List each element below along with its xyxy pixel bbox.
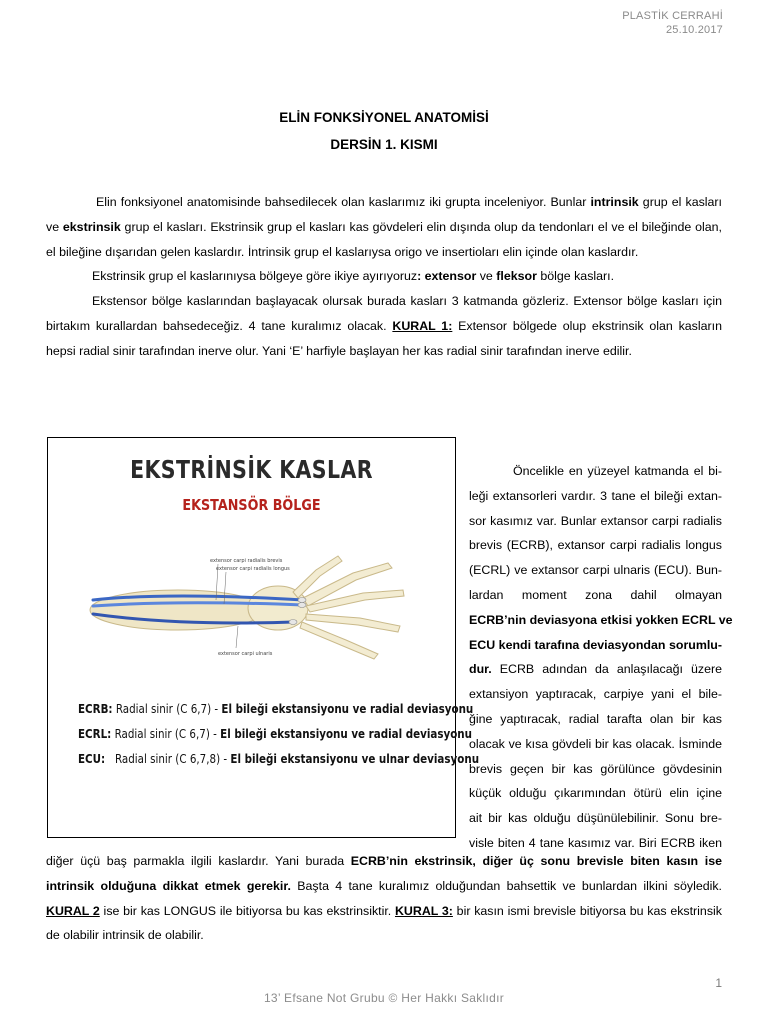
document-header bbox=[622, 9, 723, 37]
caption-text: Radial sinir (C 6,7) - bbox=[112, 702, 222, 716]
caption-ecu bbox=[78, 752, 479, 766]
text-line: visle biten 4 tane kasımız var. Biri ECRB iken bbox=[469, 835, 722, 850]
text-run: diğer üçü baş parmakla ilgili kaslardır. Yani burada bbox=[46, 854, 351, 868]
caption-bold: El bileği ekstansiyonu ve radial deviasyonu bbox=[221, 702, 474, 716]
intro-paragraph-1 bbox=[46, 190, 722, 264]
text-run: Başta 4 tane kuralımız olduğundan bahsettik ve bunlardan ilkini söyledik. bbox=[290, 878, 722, 893]
rule-1-label: KURAL 1: bbox=[392, 318, 453, 333]
text-run: ise bir kas LONGUS ile bitiyorsa bu kas ekstrinsiktir. bbox=[99, 903, 395, 918]
text-run: grup el kasları ve bbox=[46, 195, 722, 234]
figure-subtitle: EKSTANSÖR BÖLGE bbox=[182, 496, 321, 514]
intro-paragraph-2 bbox=[46, 264, 722, 289]
text-run: Extensor bölgede olup ekstrinsik olan kasların hepsi radial sinir tarafından inerve olur. Yani ‘E’ harfiyle başlayan her kas radial sinir tarafından inerve edilir. bbox=[46, 318, 722, 358]
right-column-text bbox=[469, 459, 733, 856]
bold-term: ekstrinsik bbox=[62, 219, 121, 234]
rule-3-label: KURAL 3: bbox=[394, 903, 453, 918]
text-run: bölge kasları. bbox=[536, 269, 615, 283]
caption-ecrl bbox=[78, 727, 472, 741]
text-run: Ekstensor bölge kaslarından başlayacak olursak burada kasları 3 katmanda gözleriz. Extensor bölge kasları için birtakım kurallardan bahsedeceğiz. 4 tane kuralımız olacak. bbox=[46, 294, 722, 333]
bold-term: : extensor bbox=[417, 269, 477, 283]
text-line: brevis (ECRB), extansor carpi radialis longus bbox=[469, 538, 722, 553]
bold-term: dur. bbox=[469, 662, 492, 677]
intro-paragraph-3 bbox=[46, 289, 722, 363]
figure-title: EKSTRİNSİK KASLAR bbox=[130, 455, 373, 484]
bold-term: fleksor bbox=[496, 269, 537, 283]
text-line: ğine yaptıracak, radial tarafta olan bir kas bbox=[469, 711, 722, 726]
caption-text: Radial sinir (C 6,7) - bbox=[111, 727, 221, 741]
extrinsic-muscles-figure bbox=[47, 437, 480, 838]
text-run: grup el kasları. Ekstrinsik grup el kasları kas gövdeleri elin dışında olup da tendonları el ve el bileğinde olan, el bileğine dışarıdan gelen kaslardır. İntrinsik grup el kaslarıysa origo ve insertioları elin içinde olan kaslardır. bbox=[46, 219, 722, 259]
text-line: extansiyon yaptıracak, carpiye yani el bile- bbox=[469, 687, 722, 702]
page-title: ELİN FONKSİYONEL ANATOMİSİ bbox=[279, 110, 489, 125]
rule-2-label: KURAL 2 bbox=[46, 903, 100, 918]
finger-bones bbox=[293, 556, 404, 659]
caption-bold: El bileği ekstansiyonu ve ulnar deviasyonu bbox=[230, 752, 480, 766]
text-line: ECRB’nin deviasyona etkisi yokken ECRL ve bbox=[469, 612, 733, 627]
caption-abbr: ECU: bbox=[78, 752, 106, 766]
text-run: bir kasın ismi brevisle bitiyorsa bu kas ekstrinsik de olabilir intrinsik de olabilir. bbox=[46, 903, 722, 943]
page-number: 1 bbox=[715, 976, 722, 990]
label-ecrb: extensor carpi radialis brevis bbox=[210, 558, 283, 564]
text-line: olacak ve kısa gövdeli bir kas olacak. İsminde bbox=[469, 736, 722, 751]
forearm-hand-illustration bbox=[88, 548, 418, 673]
label-ecu: extensor carpi ulnaris bbox=[218, 651, 273, 657]
text-line: küçük olduğu çıkarımından ötürü elin içine bbox=[469, 786, 722, 801]
header-department: PLASTİK CERRAHİ bbox=[622, 10, 723, 22]
page-subtitle: DERSİN 1. KISMI bbox=[330, 137, 438, 152]
caption-bold: El bileği ekstansiyonu ve radial deviasyonu bbox=[220, 727, 473, 741]
text-line: leği extansorleri vardır. 3 tane el bileği extan- bbox=[469, 488, 722, 503]
caption-text: Radial sinir (C 6,7,8) - bbox=[105, 752, 231, 766]
label-ecrl: extensor carpi radialis longus bbox=[216, 566, 290, 572]
text-line: sor kasımız var. Bunlar extansor carpi radialis bbox=[469, 513, 722, 528]
bold-term: intrinsik bbox=[590, 195, 639, 209]
text-run: ECRB adından da anlaşılacağı üzere bbox=[491, 662, 722, 677]
header-date: 25.10.2017 bbox=[665, 24, 723, 36]
page-footer: 13’ Efsane Not Grubu © Her Hakkı Saklıdır bbox=[263, 991, 505, 1005]
text-line: Öncelikle en yüzeyel katmanda el bi- bbox=[513, 464, 722, 478]
text-line: (ECRL) ve extansor carpi ulnaris (ECU). Bun- bbox=[469, 563, 722, 578]
text-line bbox=[469, 657, 722, 682]
continuation-paragraph bbox=[46, 849, 722, 948]
text-run: ve bbox=[476, 269, 497, 283]
caption-abbr: ECRB: bbox=[78, 702, 113, 716]
text-line: ECU kendi tarafına deviasyondan sorumlu- bbox=[469, 637, 722, 652]
text-run: Ekstrinsik grup el kaslarınıysa bölgeye göre ikiye ayırıyoruz bbox=[92, 269, 418, 283]
caption-abbr: ECRL: bbox=[78, 727, 112, 741]
text-line: ait bir kas olduğu düşünülebilinir. Sonu bre- bbox=[469, 811, 722, 826]
text-run: Elin fonksiyonel anatomisinde bahsedilecek olan kaslarımız iki grupta inceleniyor. Bunlar bbox=[96, 195, 591, 209]
bold-sentence: ECRB’nin ekstrinsik, diğer üç sonu brevisle biten kasın ise intrinsik olduğuna dikkat etmek gerekir. bbox=[46, 854, 722, 893]
text-line: brevis geçen bir kas görülünce gövdesinin bbox=[469, 761, 722, 776]
text-line: lardan moment zona dahil olmayan bbox=[469, 587, 722, 602]
caption-ecrb bbox=[78, 702, 473, 716]
